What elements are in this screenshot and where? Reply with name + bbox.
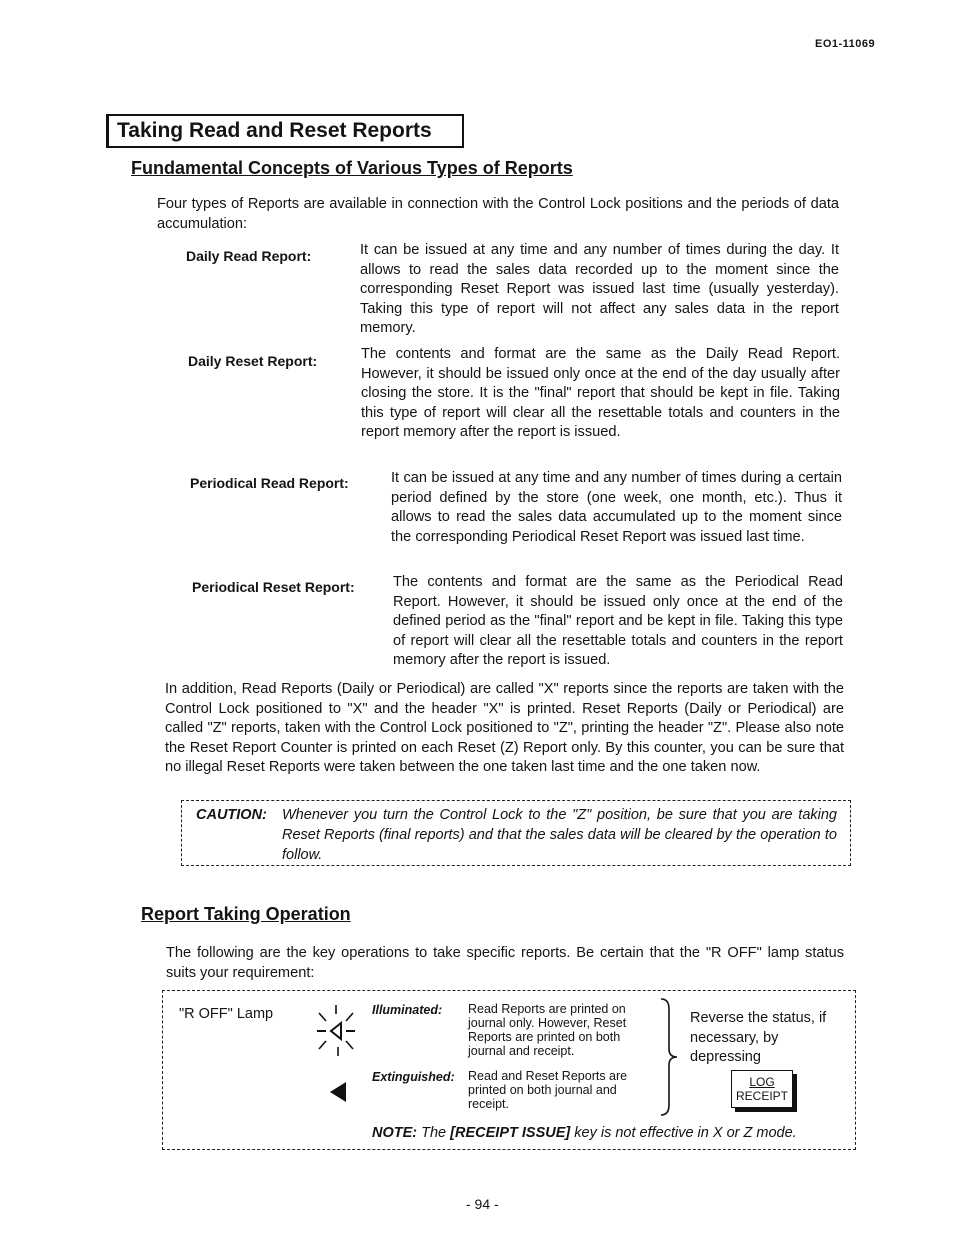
lamp-extinguished-icon [326, 1079, 352, 1105]
section-heading-operation: Report Taking Operation [141, 904, 351, 924]
extinguished-label: Extinguished: [372, 1070, 455, 1084]
desc-daily-reset: The contents and format are the same as the Daily Read Report. However, it should be issued only once at the end of the day usually after closing the store. It is the "final" report that should be kept in file. Taking this type of report will clear all the resettable totals and counters in the report memory after the report is issued. [361, 346, 840, 440]
page-title-box [106, 114, 464, 148]
lamp-illuminated-icon [307, 1001, 367, 1061]
desc-periodical-reset: The contents and format are the same as the Periodical Read Report. However, it should be issued only once at the end of the defined period as the "final" report and be kept in file. Taking this type of report will clear all the resettable totals and counters in the report memory after the report is issued. [393, 574, 843, 668]
section-heading-fundamental: Fundamental Concepts of Various Types of Reports [131, 158, 573, 178]
intro-paragraph: Four types of Reports are available in connection with the Control Lock positions and the periods of data accumulation: [157, 196, 839, 232]
note-text-1: The [421, 1125, 447, 1141]
key-label-log: LOG [749, 1075, 775, 1089]
extinguished-text: Read and Reset Reports are printed on both journal and receipt. [468, 1069, 628, 1111]
note-text-2: key is not effective in X or Z mode. [574, 1125, 797, 1141]
desc-daily-read: It can be issued at any time and any number of times during the day. It allows to read the sales data recorded up to the moment since the corresponding Reset Report was issued last time (usually yesterday). Taking this type of report will not affect any sales data in the report memory. [360, 242, 839, 336]
term-daily-reset: Daily Reset Report: [188, 353, 318, 369]
term-periodical-read: Periodical Read Report: [190, 475, 349, 491]
term-periodical-reset: Periodical Reset Report: [192, 579, 355, 595]
document-number: EO1-11069 [815, 38, 876, 50]
operation-box [162, 990, 856, 1150]
illuminated-label: Illuminated: [372, 1003, 443, 1017]
note-line [372, 1125, 797, 1141]
note-label: NOTE: [372, 1125, 418, 1141]
right-brace-icon [657, 997, 685, 1119]
desc-periodical-read: It can be issued at any time and any number of times during a certain period defined by the store (one week, one month, etc.). Thus it allows to read the sales data accumulated up to the moment since the corresponding Periodical Reset Report was issued last time. [391, 470, 842, 545]
lamp-label: "R OFF" Lamp [179, 1006, 274, 1022]
operation-intro: The following are the key operations to take specific reports. Be certain that the "R OFF" lamp status suits your requirement: [166, 945, 844, 981]
page-number: - 94 - [466, 1196, 499, 1212]
caution-label: CAUTION: [196, 807, 267, 823]
reverse-status-text: Reverse the status, if necessary, by depressing [690, 1010, 827, 1065]
caution-box [181, 800, 851, 866]
note-key-name: [RECEIPT ISSUE] [450, 1125, 571, 1141]
key-label-receipt: RECEIPT [735, 1089, 788, 1103]
xz-explanation-paragraph: In addition, Read Reports (Daily or Periodical) are called "X" reports since the reports are taken with the Control Lock positioned to "X" and the header "X" is printed. Reset Reports (Daily or Periodical) are called "Z" reports, taken with the Control Lock positioned to "Z", printing the header "Z". Please also note the Reset Report Counter is printed on each Reset (Z) Report only. By this counter, you can be sure that no illegal Reset Reports were taken between the one taken last time and the one taken now. [165, 681, 844, 775]
page-title: Taking Read and Reset Reports [117, 119, 432, 142]
term-daily-read: Daily Read Report: [186, 248, 312, 264]
log-receipt-key[interactable] [731, 1070, 793, 1108]
caution-text: Whenever you turn the Control Lock to the "Z" position, be sure that you are taking Reset Reports (final reports) and that the sales data will be cleared by the operation to follow. [282, 807, 837, 863]
illuminated-text: Read Reports are printed on journal only. However, Reset Reports are printed on both journal and receipt. [468, 1002, 627, 1058]
